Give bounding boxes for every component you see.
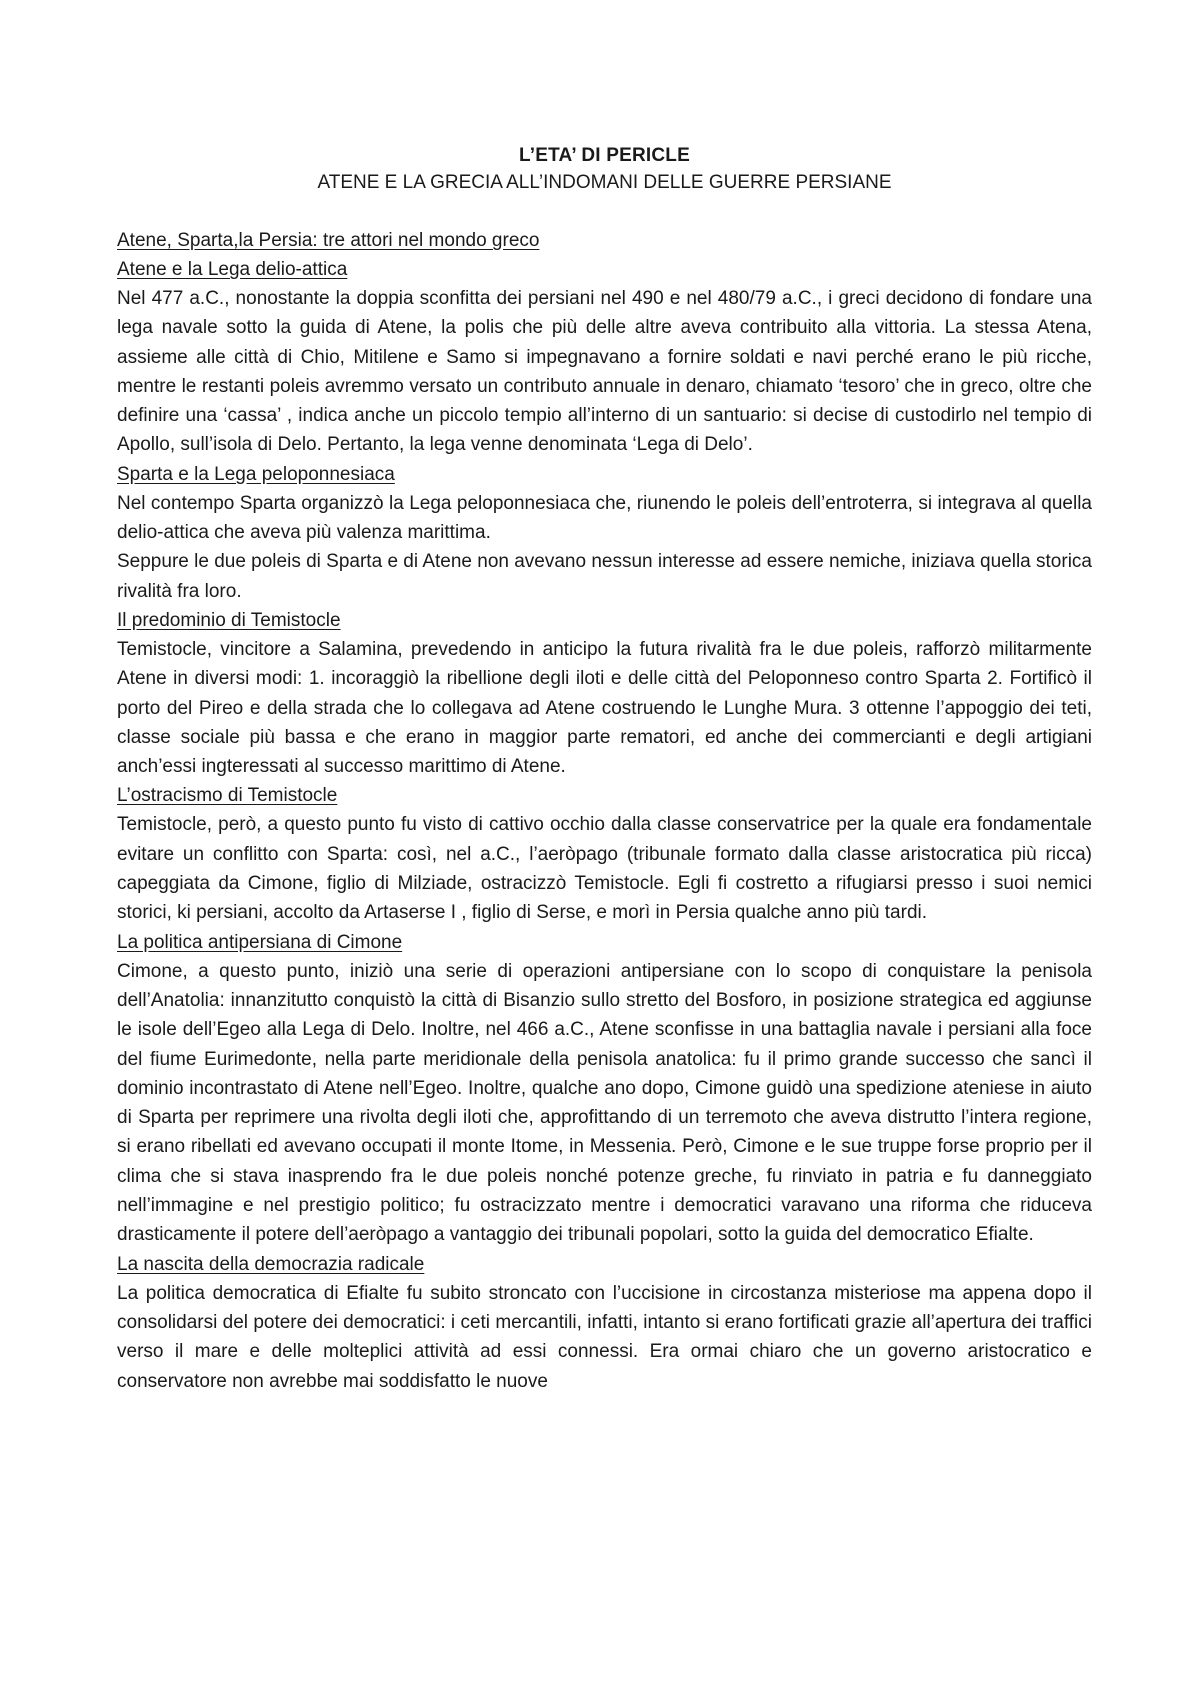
section — [117, 606, 1092, 781]
document-subtitle: ATENE E LA GRECIA ALL’INDOMANI DELLE GUERRE PERSIANE — [317, 172, 892, 193]
section-heading: Atene e la Lega delio-attica — [117, 259, 348, 280]
paragraph: La politica democratica di Efialte fu subito stroncato con l’uccisione in circostanza misteriose ma appena dopo il consolidarsi del potere dei democratici: i ceti mercantili, infatti, intanto si erano fortificati grazie all’apertura dei traffici verso il mare e delle molteplici attività ad essi connessi. Era ormai chiaro che un governo aristocratico e conservatore non avrebbe mai soddisfatto le nuove — [117, 1282, 1092, 1392]
section — [117, 460, 1092, 606]
document-title: L’ETA’ DI PERICLE — [519, 145, 690, 166]
section-heading: Il predominio di Temistocle — [117, 609, 341, 631]
section — [117, 1250, 1092, 1396]
paragraph: Temistocle, però, a questo punto fu visto di cattivo occhio dalla classe conservatrice per la quale era fondamentale evitare un conflitto con Sparta: così, nel a.C., l’aeròpago (tribunale formato dalla classe aristocratica più ricca) capeggiata da Cimone, figlio di Milziade, ostracizzò Temistocle. Egli fi costretto a rifugiarsi presso i suoi nemici storici, ki persiani, accolto da Artaserse I , figlio di Serse, e morì in Persia qualche anno più tardi. — [117, 814, 1092, 924]
section — [117, 781, 1092, 927]
document-body — [117, 226, 1092, 1396]
paragraph: Seppure le due poleis di Sparta e di Atene non avevano nessun interesse ad essere nemiche, iniziava quella storica rivalità fra loro. — [117, 551, 1092, 602]
section-heading: Sparta e la Lega peloponnesiaca — [117, 463, 395, 485]
title-block — [117, 142, 1092, 196]
section — [117, 226, 1092, 255]
paragraph: Temistocle, vincitore a Salamina, prevedendo in anticipo la futura rivalità fra le due poleis, rafforzò militarmente Atene in diversi modi: 1. incoraggiò la ribellione degli iloti e delle città del Peloponneso contro Sparta 2. Fortificò il porto del Pireo e della strada che lo collegava ad Atene costruendo le Lunghe Mura. 3 ottenne l’appoggio dei teti, classe sociale più bassa e che erano in maggior parte rematori, ed anche dei commercianti e degli artigiani anch’essi ingteressati al successo marittimo di Atene. — [117, 638, 1092, 778]
section-heading: La nascita della democrazia radicale — [117, 1253, 425, 1275]
paragraph: Nel contempo Sparta organizzò la Lega peloponnesiaca che, riunendo le poleis dell’entroterra, si integrava al quella delio-attica che aveva più valenza marittima. — [117, 492, 1092, 544]
document-page — [117, 142, 1092, 1396]
section — [117, 928, 1092, 1250]
section-heading: L’ostracismo di Temistocle — [117, 785, 338, 807]
section — [117, 255, 1092, 460]
paragraph: Cimone, a questo punto, iniziò una serie di operazioni antipersiane con lo scopo di conquistare la penisola dell’Anatolia: innanzitutto conquistò la città di Bisanzio sullo stretto del Bosforo, in posizione strategica ed aggiunse le isole dell’Egeo alla Lega di Delo. Inoltre, nel 466 a.C., Atene sconfisse in una battaglia navale i persiani alla foce del fiume Eurimedonte, nella parte meridionale della penisola anatolica: fu il primo grande successo che sancì il dominio incontrastato di Atene nell’Egeo. Inoltre, qualche ano dopo, Cimone guidò una spedizione ateniese in aiuto di Sparta per reprimere una rivolta degli iloti che, approfittando di un terremoto che aveva distrutto l’intera regione, si erano ribellati ed avevano occupati il monte Itome, in Messenia. Però, Cimone e le sue truppe forse proprio per il clima che si stava inasprendo fra le due poleis nonché potenze greche, fu rinviato in patria e fu danneggiato nell’immagine e nel prestigio politico; fu ostracizzato mentre i democratici varavano una riforma che riduceva drasticamente il potere dell’aeròpago a vantaggio dei tribunali popolari, sotto la guida del democratico Efialte. — [117, 960, 1092, 1246]
paragraph: Nel 477 a.C., nonostante la doppia sconfitta dei persiani nel 490 e nel 480/79 a.C., i greci decidono di fondare una lega navale sotto la guida di Atene, la polis che più delle altre aveva contribuito alla vittoria. La stessa Atena, assieme alle città di Chio, Mitilene e Samo si impegnavano a fornire soldati e navi perché erano le più ricche, mentre le restanti poleis avremmo versato un contributo annuale in denaro, chiamato ‘tesoro’ che in greco, oltre che definire una ‘cassa’ , indica anche un piccolo tempio all’interno di un santuario: si decise di custodirlo nel tempio di Apollo, sull’isola di Delo. Pertanto, la lega venne denominata ‘Lega di Delo’. — [117, 288, 1092, 456]
section-heading: La politica antipersiana di Cimone — [117, 931, 403, 953]
section-heading: Atene, Sparta,la Persia: tre attori nel mondo greco — [117, 230, 540, 251]
